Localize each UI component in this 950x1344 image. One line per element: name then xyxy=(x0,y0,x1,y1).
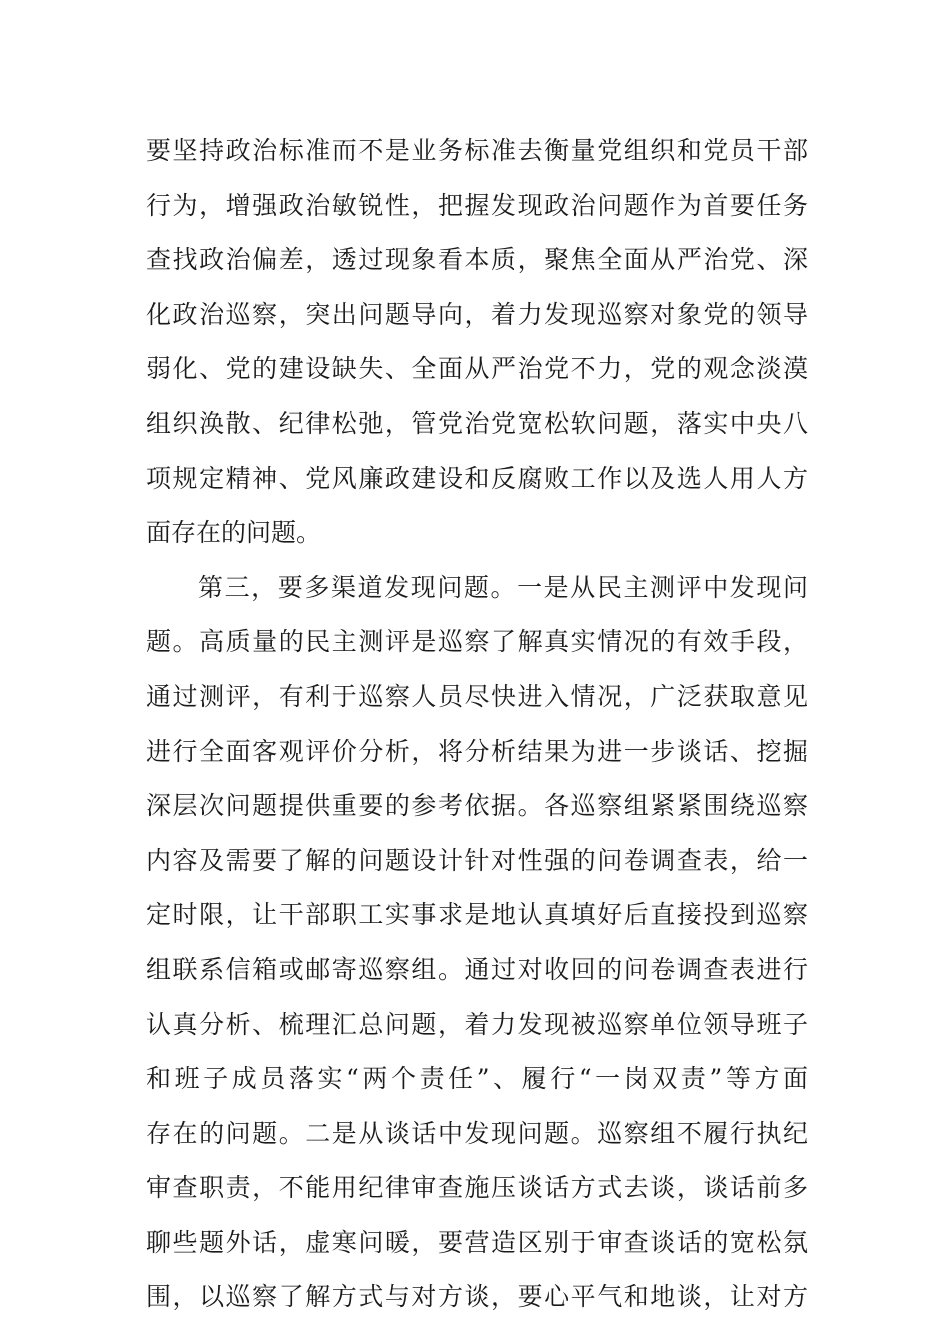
paragraph-line: 认真分析、梳理汇总问题，着力发现被巡察单位领导班子 xyxy=(146,1009,808,1039)
paragraph-line: 组联系信箱或邮寄巡察组。通过对收回的问卷调查表进行 xyxy=(146,954,808,984)
paragraph-line: 第三，要多渠道发现问题。一是从民主测评中发现问 xyxy=(198,572,808,602)
body-text xyxy=(146,124,808,1325)
paragraph-line: 行为，增强政治敏锐性，把握发现政治问题作为首要任务 xyxy=(146,190,808,220)
paragraph-line: 定时限，让干部职工实事求是地认真填好后直接投到巡察 xyxy=(146,900,808,930)
paragraph-line: 要坚持政治标准而不是业务标准去衡量党组织和党员干部 xyxy=(146,136,808,165)
paragraph-line: 内容及需要了解的问题设计针对性强的问卷调查表，给一 xyxy=(146,845,808,875)
paragraph-line: 围，以巡察了解方式与对方谈，要心平气和地谈，让对方 xyxy=(146,1282,808,1312)
paragraph-line: 通过测评，有利于巡察人员尽快进入情况，广泛获取意见 xyxy=(146,681,808,711)
paragraph-line: 和班子成员落实“两个责任”、履行“一岗双责”等方面 xyxy=(146,1064,808,1094)
paragraph-line: 题。高质量的民主测评是巡察了解真实情况的有效手段， xyxy=(146,627,808,657)
paragraph-line: 项规定精神、党风廉政建设和反腐败工作以及选人用人方 xyxy=(146,463,808,493)
paragraph-line: 聊些题外话，虚寒问暖，要营造区别于审查谈话的宽松氛 xyxy=(146,1227,808,1257)
paragraph-line: 进行全面客观评价分析，将分析结果为进一步谈话、挖掘 xyxy=(146,736,808,766)
paragraph-2 xyxy=(146,561,808,1325)
paragraph-line: 查找政治偏差，透过现象看本质，聚焦全面从严治党、深 xyxy=(146,245,808,275)
paragraph-1 xyxy=(146,124,808,561)
paragraph-line: 面存在的问题。 xyxy=(146,518,322,548)
paragraph-line: 存在的问题。二是从谈话中发现问题。巡察组不履行执纪 xyxy=(146,1118,808,1148)
paragraph-line: 组织涣散、纪律松弛，管党治党宽松软问题，落实中央八 xyxy=(146,408,808,438)
paragraph-line: 化政治巡察，突出问题导向，着力发现巡察对象党的领导 xyxy=(146,299,808,329)
paragraph-line: 弱化、党的建设缺失、全面从严治党不力，党的观念淡漠 xyxy=(146,354,808,384)
paragraph-line: 审查职责，不能用纪律审查施压谈话方式去谈，谈话前多 xyxy=(146,1173,808,1203)
paragraph-line: 深层次问题提供重要的参考依据。各巡察组紧紧围绕巡察 xyxy=(146,791,808,821)
